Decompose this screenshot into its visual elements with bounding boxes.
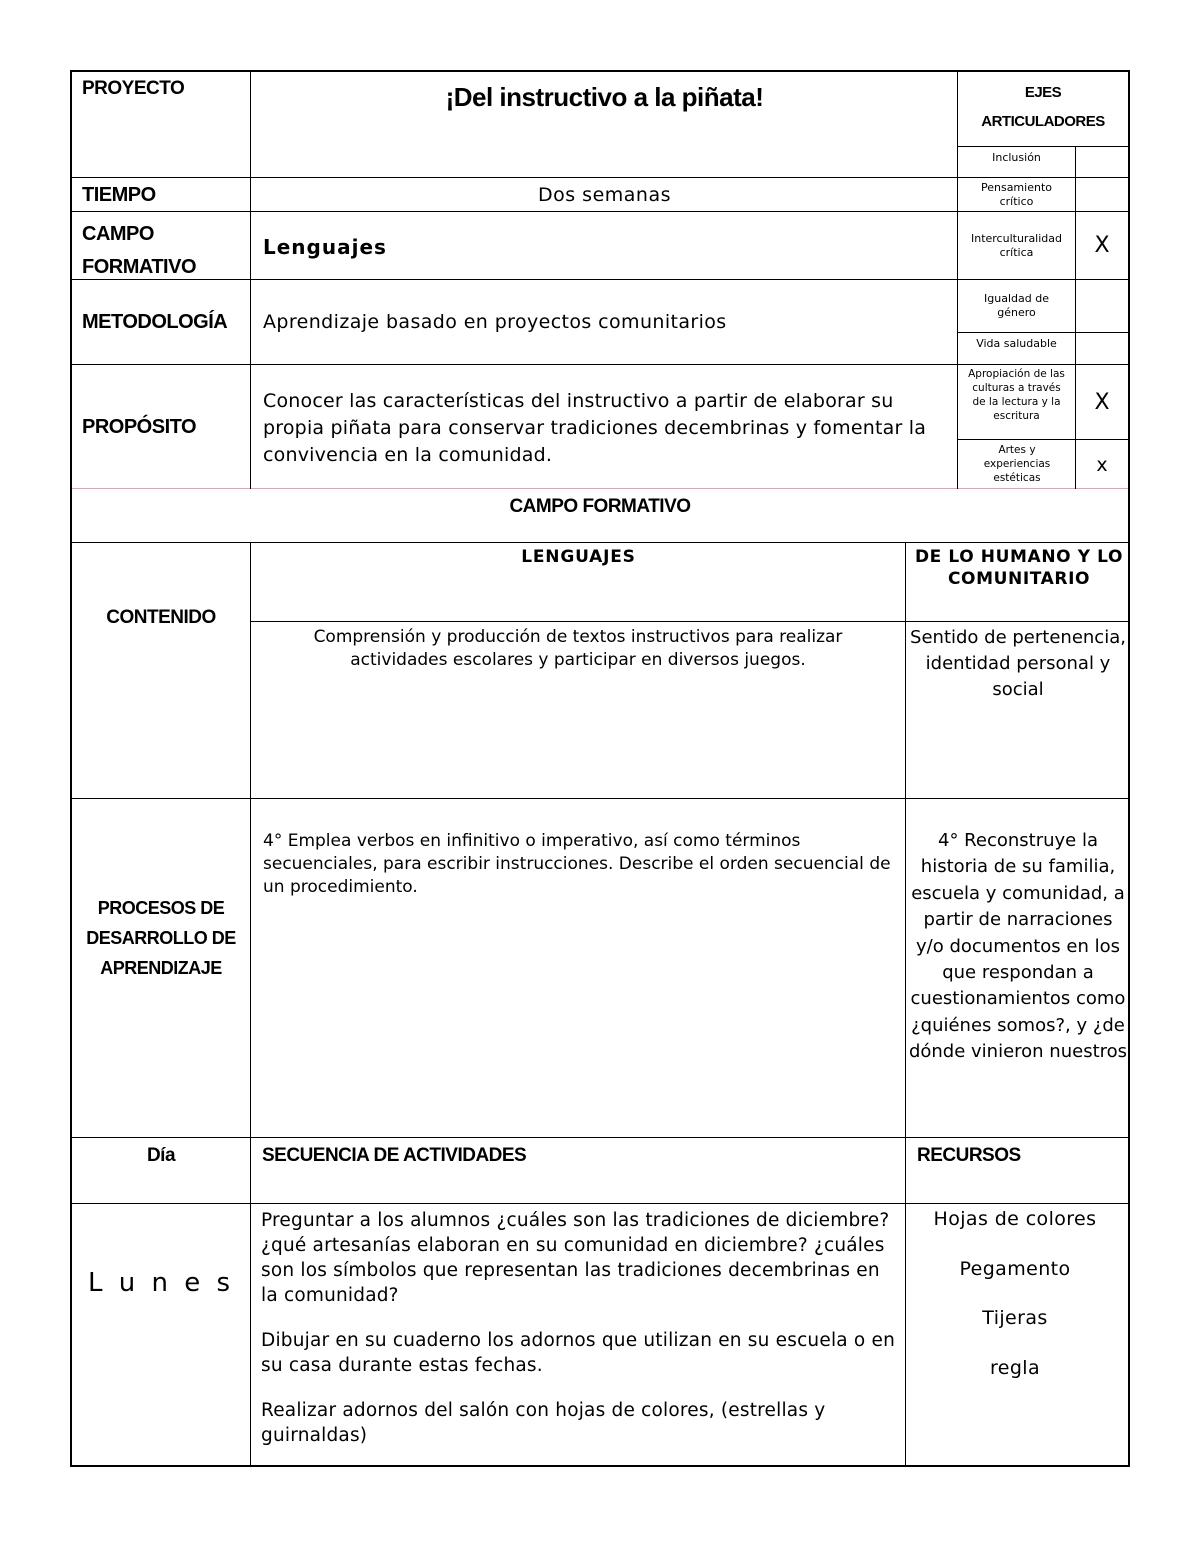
activity-item: Dibujar en su cuaderno los adornos que utilizan en su escuela o en su casa durante estas fechas. xyxy=(261,1330,896,1376)
day-lunes: L u n e s xyxy=(87,1268,235,1298)
contenido-humano-text: Sentido de pertenencia, identidad personal y social xyxy=(910,627,1126,700)
resource-item: Hojas de colores xyxy=(933,1208,1097,1230)
metodologia-label: METODOLOGÍA xyxy=(82,311,228,333)
eje-igualdad-genero: Igualdad de género xyxy=(984,292,1049,319)
proyecto-label: PROYECTO xyxy=(82,78,185,99)
activities-list xyxy=(261,1208,896,1448)
resource-item: Pegamento xyxy=(959,1257,1071,1280)
eje-inclusion: Inclusión xyxy=(992,151,1041,164)
resource-item: regla xyxy=(989,1356,1041,1379)
dia-heading: Día xyxy=(146,1145,176,1166)
campo-label: CAMPO FORMATIVO xyxy=(82,223,197,278)
tiempo-value: Dos semanas xyxy=(537,184,672,206)
eje-apropiacion-mark: X xyxy=(1094,390,1110,415)
eje-artes-mark: x xyxy=(1096,454,1108,476)
resource-item: Tijeras xyxy=(982,1307,1048,1329)
contenido-lenguajes-text: Comprensión y producción de textos instructivos para realizar actividades escolares y participar en diversos juegos. xyxy=(313,627,843,670)
procesos-label: PROCESOS DE DESARROLLO DE APRENDIZAJE xyxy=(86,898,236,978)
proposito-label: PROPÓSITO xyxy=(82,416,197,438)
resources-list xyxy=(906,1208,1124,1379)
eje-vida-saludable: Vida saludable xyxy=(976,337,1057,350)
procesos-lenguajes-text: 4° Emplea verbos en infinitivo o imperativo, así como términos secuenciales, para escribir instrucciones. Describe el orden secuencial de un procedimiento. xyxy=(263,831,891,897)
eje-interculturalidad: Interculturalidad crítica xyxy=(970,232,1063,259)
eje-artes-experiencias: Artes y experiencias estéticas xyxy=(983,444,1051,484)
procesos-humano-text: 4° Reconstruye la historia de su familia, escuela y comunidad, a partir de narraciones y/o documentos en los que respondan a cuestionamientos como ¿quiénes somos?, y ¿de dónde vinieron nuestros xyxy=(908,830,1128,1063)
eje-interculturalidad-mark: X xyxy=(1094,233,1110,258)
tiempo-label: TIEMPO xyxy=(82,184,156,206)
eje-pensamiento-critico: Pensamiento crítico xyxy=(980,181,1052,208)
eje-apropiacion-culturas: Apropiación de las culturas a través de la lectura y la escritura xyxy=(968,368,1065,422)
humano-comunitario-heading: DE LO HUMANO Y LO COMUNITARIO xyxy=(914,547,1124,589)
actividades-heading: SECUENCIA DE ACTIVIDADES xyxy=(262,1145,527,1166)
campo-value: Lenguajes xyxy=(263,235,387,259)
activity-item: Preguntar a los alumnos ¿cuáles son las tradiciones de diciembre? ¿qué artesanías elaboran en su comunidad en diciembre? ¿cuáles son los símbolos que representan las tradiciones decembrinas en la comunidad? xyxy=(261,1210,890,1306)
activity-item: Realizar adornos del salón con hojas de colores, (estrellas y guirnaldas) xyxy=(261,1400,826,1446)
contenido-label: CONTENIDO xyxy=(106,607,216,628)
ejes-label: EJES ARTICULADORES xyxy=(981,84,1105,130)
metodologia-value: Aprendizaje basado en proyectos comunitarios xyxy=(263,311,727,333)
recursos-heading: RECURSOS xyxy=(917,1145,1021,1166)
lenguajes-heading: LENGUAJES xyxy=(521,547,636,567)
proposito-value: Conocer las características del instructivo a partir de elaborar su propia piñata para conservar tradiciones decembrinas y fomentar la convivencia en la comunidad. xyxy=(263,390,927,466)
project-title: ¡Del instructivo a la piñata! xyxy=(445,82,764,112)
campo-formativo-heading: CAMPO FORMATIVO xyxy=(509,496,691,517)
